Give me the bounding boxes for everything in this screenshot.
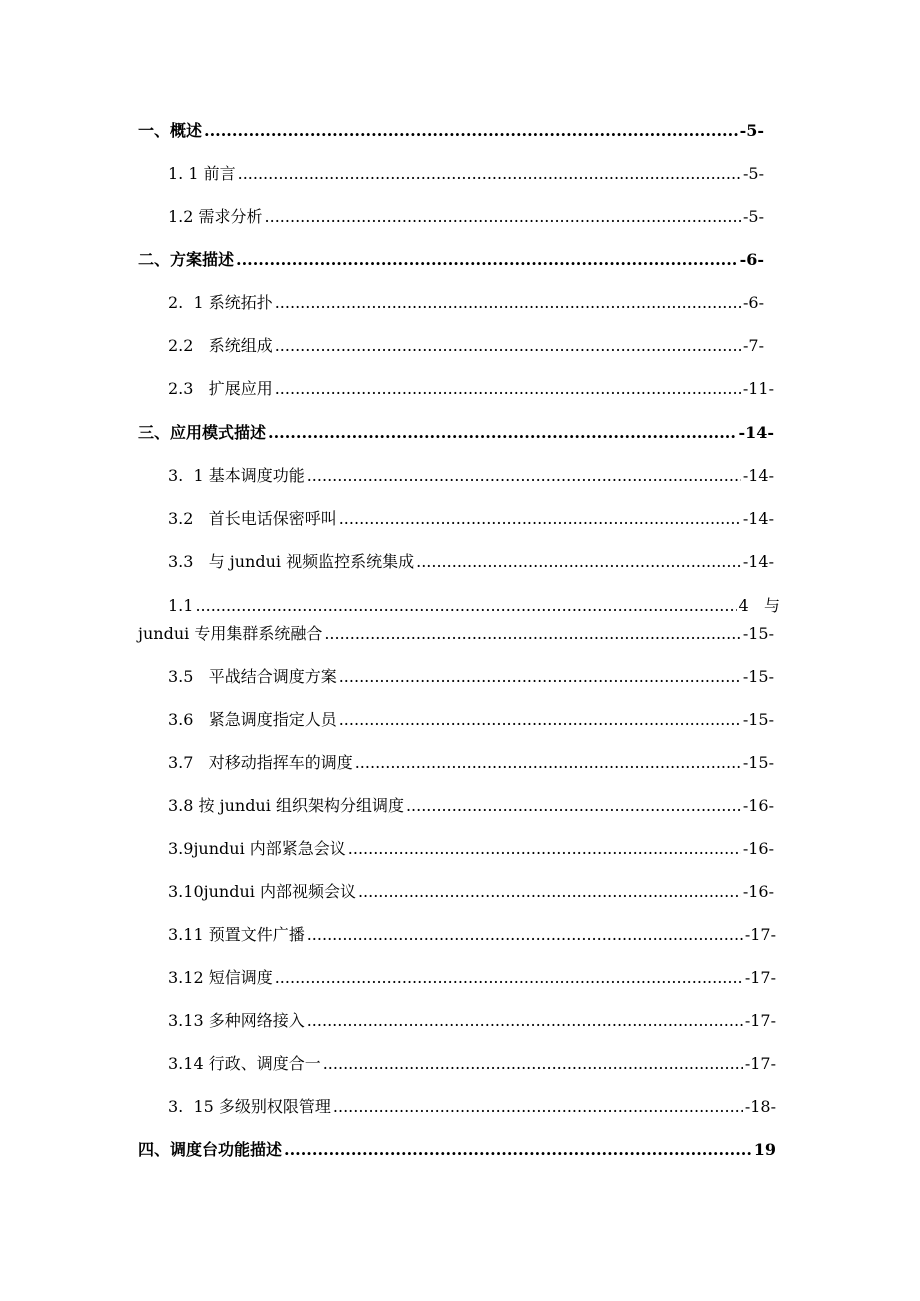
toc-page: -17- [744, 968, 776, 987]
toc-entry-3-11[interactable] [168, 922, 776, 944]
toc-entry-2[interactable] [138, 247, 764, 269]
toc-page: -11- [742, 379, 774, 398]
toc-leader [238, 164, 741, 183]
toc-leader [339, 667, 741, 686]
toc-title: 3.9jundui 内部紧急会议 [168, 839, 346, 858]
toc-leader [307, 1011, 743, 1030]
toc-page: -16- [742, 882, 774, 901]
toc-title: 2.3 扩展应用 [168, 379, 273, 398]
toc-entry-3-2[interactable] [168, 506, 774, 528]
toc-title: 3.6 紧急调度指定人员 [168, 710, 337, 729]
toc-leader [339, 710, 741, 729]
toc-title: 1.2 需求分析 [168, 207, 263, 226]
toc-page: -15- [742, 667, 774, 686]
toc-leader [236, 250, 738, 269]
toc-title: 3.11 预置文件广播 [168, 925, 305, 944]
toc-title: 3.7 对移动指挥车的调度 [168, 753, 353, 772]
toc-page: -6- [739, 250, 764, 269]
toc-page: 4 与 [738, 596, 780, 615]
toc-leader [275, 336, 741, 355]
toc-page: -5- [739, 121, 764, 140]
toc-entry-3-9[interactable] [168, 836, 774, 858]
toc-leader [339, 509, 741, 528]
toc-entry-3[interactable] [138, 420, 774, 442]
toc-leader [275, 379, 741, 398]
toc-page: -17- [744, 925, 776, 944]
toc-title: 3.10jundui 内部视频会议 [168, 882, 356, 901]
toc-leader [265, 207, 741, 226]
toc-entry-1-1[interactable] [168, 161, 764, 183]
toc-entry-3-4-line1[interactable] [168, 593, 780, 615]
toc-leader [268, 423, 736, 442]
toc-leader [348, 839, 741, 858]
toc-leader [307, 466, 741, 485]
toc-title: jundui 专用集群系统融合 [138, 624, 323, 643]
toc-entry-2-2[interactable] [168, 333, 764, 355]
toc-entry-2-3[interactable] [168, 376, 774, 398]
toc-page: -5- [743, 164, 764, 183]
toc-entry-3-4-line2[interactable] [138, 621, 774, 643]
toc-page: -14- [742, 466, 774, 485]
toc-page: -7- [743, 336, 764, 355]
toc-title: 3.14 行政、调度合一 [168, 1054, 321, 1073]
toc-page: -6- [743, 293, 764, 312]
toc-leader [406, 796, 741, 815]
toc-entry-4[interactable] [138, 1137, 776, 1159]
toc-leader [275, 968, 743, 987]
toc-entry-3-12[interactable] [168, 965, 776, 987]
toc-leader [333, 1097, 743, 1116]
toc-title: 3.5 平战结合调度方案 [168, 667, 337, 686]
toc-page: -15- [742, 624, 774, 643]
toc-entry-3-10[interactable] [168, 879, 774, 901]
toc-title: 3.3 与 jundui 视频监控系统集成 [168, 552, 415, 571]
toc-entry-3-15[interactable] [168, 1094, 776, 1116]
toc-leader [275, 293, 741, 312]
toc-title: 1. 1 前言 [168, 164, 236, 183]
toc-title: 三、应用模式描述 [138, 423, 267, 442]
toc-title: 四、调度台功能描述 [138, 1140, 283, 1159]
toc-leader [324, 624, 741, 643]
toc-title: 3. 1 基本调度功能 [168, 466, 305, 485]
toc-page: 19 [753, 1140, 776, 1159]
toc-title: 3.13 多种网络接入 [168, 1011, 305, 1030]
toc-entry-3-1[interactable] [168, 463, 774, 485]
toc-title: 2. 1 系统拓扑 [168, 293, 273, 312]
toc-page: -14- [738, 423, 774, 442]
toc-leader [355, 753, 741, 772]
toc-page: -17- [744, 1054, 776, 1073]
toc-entry-3-3[interactable] [168, 549, 774, 571]
toc-title: 3.2 首长电话保密呼叫 [168, 509, 337, 528]
toc-title: 3.8 按 jundui 组织架构分组调度 [168, 796, 404, 815]
toc-leader [323, 1054, 743, 1073]
toc-page: -16- [742, 796, 774, 815]
toc-page: -16- [742, 839, 774, 858]
toc-leader [195, 596, 736, 615]
toc-title: 3.12 短信调度 [168, 968, 273, 987]
toc-entry-3-13[interactable] [168, 1008, 776, 1030]
toc-entry-3-14[interactable] [168, 1051, 776, 1073]
toc-leader [204, 121, 738, 140]
toc-title: 1.1 [168, 596, 194, 615]
toc-title: 一、概述 [138, 121, 203, 140]
toc-page: -5- [743, 207, 764, 226]
toc-entry-1[interactable] [138, 118, 764, 140]
toc-title: 3. 15 多级别权限管理 [168, 1097, 331, 1116]
toc-leader [416, 552, 741, 571]
toc-entry-3-7[interactable] [168, 750, 774, 772]
toc-page: -17- [744, 1011, 776, 1030]
toc-page: -15- [742, 753, 774, 772]
toc-page: -14- [742, 509, 774, 528]
toc-entry-3-6[interactable] [168, 707, 774, 729]
toc-page: -14- [742, 552, 774, 571]
toc-leader [284, 1140, 752, 1159]
toc-page: -15- [742, 710, 774, 729]
toc-entry-3-5[interactable] [168, 664, 774, 686]
toc-entry-2-1[interactable] [168, 290, 764, 312]
toc-entry-1-2[interactable] [168, 204, 764, 226]
toc-leader [358, 882, 741, 901]
toc-entry-3-8[interactable] [168, 793, 774, 815]
toc-leader [307, 925, 743, 944]
toc-title: 二、方案描述 [138, 250, 235, 269]
toc-page: -18- [744, 1097, 776, 1116]
toc-title: 2.2 系统组成 [168, 336, 273, 355]
